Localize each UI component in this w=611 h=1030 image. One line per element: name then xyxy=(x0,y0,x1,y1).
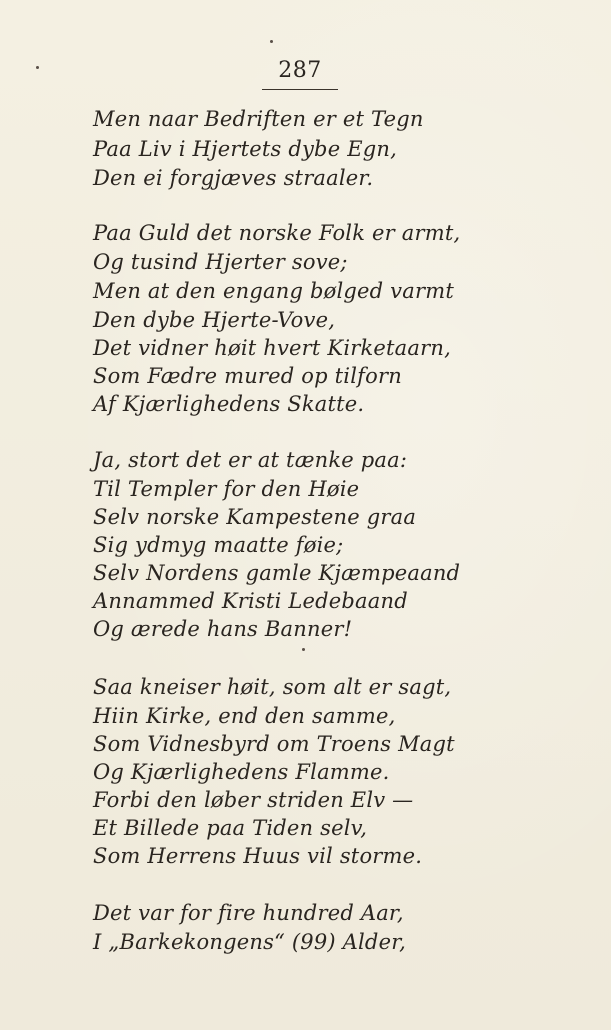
poem-line: Hiin Kirke, end den samme, xyxy=(93,704,396,728)
poem-line: Og Kjærlighedens Flamme. xyxy=(93,760,390,784)
paper-speck xyxy=(302,648,305,651)
poem-line: Paa Guld det norske Folk er armt, xyxy=(93,221,461,245)
poem-line: Annammed Kristi Ledebaand xyxy=(93,589,408,613)
poem-line: Ja, stort det er at tænke paa: xyxy=(93,448,408,472)
poem-line: Paa Liv i Hjertets dybe Egn, xyxy=(93,137,397,161)
poem-line: Og tusind Hjerter sove; xyxy=(93,250,348,274)
poem-line: Saa kneiser høit, som alt er sagt, xyxy=(93,675,452,699)
poem-line: Men at den engang bølged varmt xyxy=(93,279,454,303)
poem-line: Som Herrens Huus vil storme. xyxy=(93,844,423,868)
poem-line: Et Billede paa Tiden selv, xyxy=(93,816,368,840)
poem-line: Den ei forgjæves straaler. xyxy=(93,166,374,190)
poem-line: Og ærede hans Banner! xyxy=(93,617,353,641)
poem-line: Det var for fire hundred Aar, xyxy=(93,901,404,925)
poem-line: Den dybe Hjerte-Vove, xyxy=(93,308,336,332)
poem-line: Forbi den løber striden Elv — xyxy=(93,788,414,812)
poem-line: Selv Nordens gamle Kjæmpeaand xyxy=(93,561,461,585)
page-number: 287 xyxy=(278,58,322,83)
paper-speck xyxy=(36,66,39,69)
poem-line: Men naar Bedriften er et Tegn xyxy=(93,107,424,131)
poem-line: Sig ydmyg maatte føie; xyxy=(93,533,344,557)
page-number-rule xyxy=(262,89,338,90)
poem-line: I „Barkekongens“ (99) Alder, xyxy=(93,930,407,954)
poem-line: Det vidner høit hvert Kirketaarn, xyxy=(93,336,451,360)
paper-speck xyxy=(270,40,273,43)
poem-line: Selv norske Kampestene graa xyxy=(93,505,417,529)
poem-line: Til Templer for den Høie xyxy=(93,477,360,501)
poem-line: Som Vidnesbyrd om Troens Magt xyxy=(93,732,455,756)
poem-line: Som Fædre mured op tilforn xyxy=(93,364,402,388)
poem-line: Af Kjærlighedens Skatte. xyxy=(93,392,365,416)
